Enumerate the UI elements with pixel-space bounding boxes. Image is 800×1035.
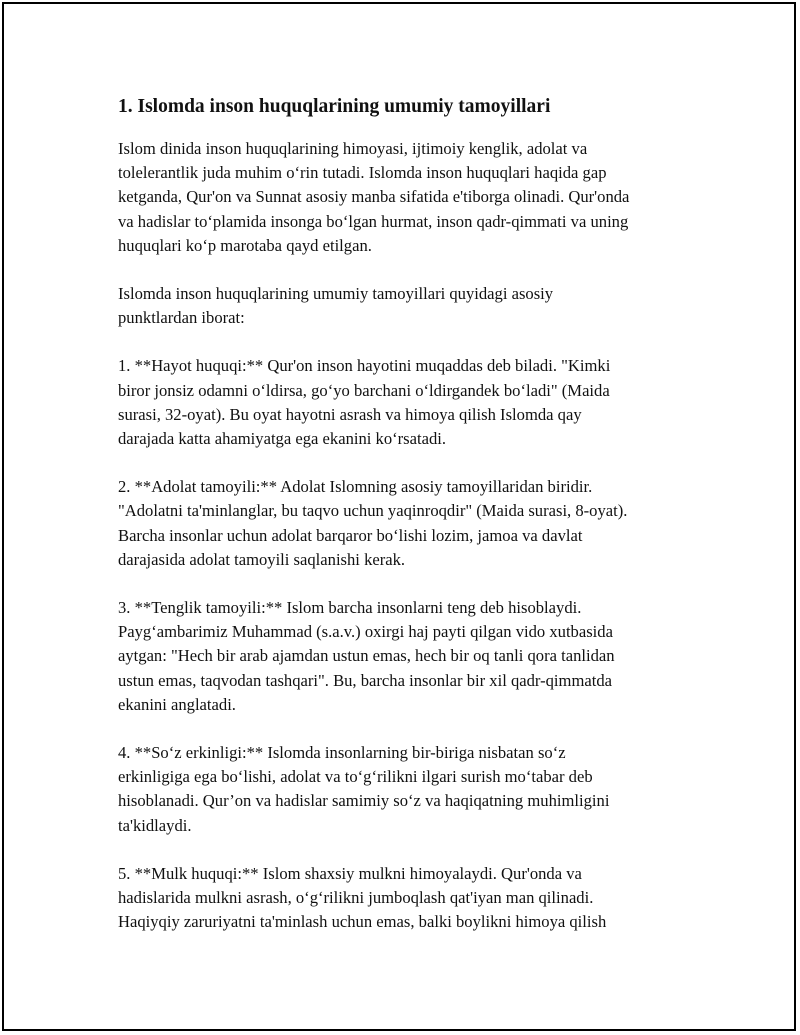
text-line: Haqiyqiy zaruriyatni ta'minlash uchun emas, balki boylikni himoya qilish xyxy=(118,912,607,932)
paragraph-property-right xyxy=(118,862,698,935)
text-line: ta'kidlaydi. xyxy=(118,815,192,835)
paragraph-equality-principle xyxy=(118,596,698,717)
text-line: "Adolatni ta'minlanglar, bu taqvo uchun yaqinroqdir" (Maida surasi, 8-oyat). xyxy=(118,501,628,521)
text-line: Islom dinida inson huquqlarining himoyasi, ijtimoiy kenglik, adolat va xyxy=(118,139,588,158)
text-line: 5. **Mulk huquqi:** Islom shaxsiy mulkni himoyalaydi. Qur'onda va xyxy=(118,863,582,883)
section-heading: 1. Islomda inson huquqlarining umumiy tamoyillari xyxy=(118,96,551,117)
paragraph-freedom-of-speech xyxy=(118,741,698,838)
text-line: huquqlari koʻp marotaba qayd etilgan. xyxy=(118,235,372,255)
text-line: aytgan: "Hech bir arab ajamdan ustun emas, hech bir oq tanli qora tanlidan xyxy=(118,646,615,666)
text-line: Islomda inson huquqlarining umumiy tamoyillari quyidagi asosiy xyxy=(118,284,554,304)
paragraph-intro xyxy=(118,137,698,258)
text-line: erkinligiga ega boʻlishi, adolat va toʻgʻrilikni ilgari surish moʻtabar deb xyxy=(118,767,593,787)
text-line: 3. **Tenglik tamoyili:** Islom barcha insonlarni teng deb hisoblaydi. xyxy=(118,598,582,618)
text-line: hadislarida mulkni asrash, oʻgʻrilikni jumboqlash qat'iyan man qilinadi. xyxy=(118,888,594,908)
paragraph-justice-principle xyxy=(118,475,698,572)
document-body xyxy=(118,93,698,958)
text-line: surasi, 32-oyat). Bu oyat hayotni asrash va himoya qilish Islomda qay xyxy=(118,404,582,424)
text-line: 4. **Soʻz erkinligi:** Islomda insonlarning bir-biriga nisbatan soʻz xyxy=(118,743,566,763)
text-line: va hadislar toʻplamida insonga boʻlgan hurmat, inson qadr-qimmati va uning xyxy=(118,211,629,231)
text-line: tolelerantlik juda muhim oʻrin tutadi. Islomda inson huquqlari haqida gap xyxy=(118,163,607,183)
text-line: hisoblanadi. Qur’on va hadislar samimiy soʻz va haqiqatning muhimligini xyxy=(118,791,610,811)
text-line: darajada katta ahamiyatga ega ekanini koʻrsatadi. xyxy=(118,429,447,449)
text-line: Paygʻambarimiz Muhammad (s.a.v.) oxirgi haj payti qilgan vido xutbasida xyxy=(118,622,613,642)
text-line: Barcha insonlar uchun adolat barqaror boʻlishi lozim, jamoa va davlat xyxy=(118,525,583,545)
text-line: punktlardan iborat: xyxy=(118,308,245,328)
text-line: ketganda, Qur'on va Sunnat asosiy manba sifatida e'tiborga olinadi. Qur'onda xyxy=(118,187,630,207)
text-line: 1. **Hayot huquqi:** Qur'on inson hayotini muqaddas deb biladi. "Kimki xyxy=(118,356,611,376)
text-line: 2. **Adolat tamoyili:** Adolat Islomning asosiy tamoyillaridan biridir. xyxy=(118,477,593,497)
text-line: biror jonsiz odamni oʻldirsa, goʻyo barchani oʻldirgandek boʻladi" (Maida xyxy=(118,380,610,400)
paragraph-principles-intro xyxy=(118,282,698,330)
paragraph-right-to-life xyxy=(118,354,698,451)
text-line: darajasida adolat tamoyili saqlanishi kerak. xyxy=(118,549,406,569)
text-line: ustun emas, taqvodan tashqari". Bu, barcha insonlar bir xil qadr-qimmatda xyxy=(118,670,612,690)
text-line: ekanini anglatadi. xyxy=(118,694,236,714)
